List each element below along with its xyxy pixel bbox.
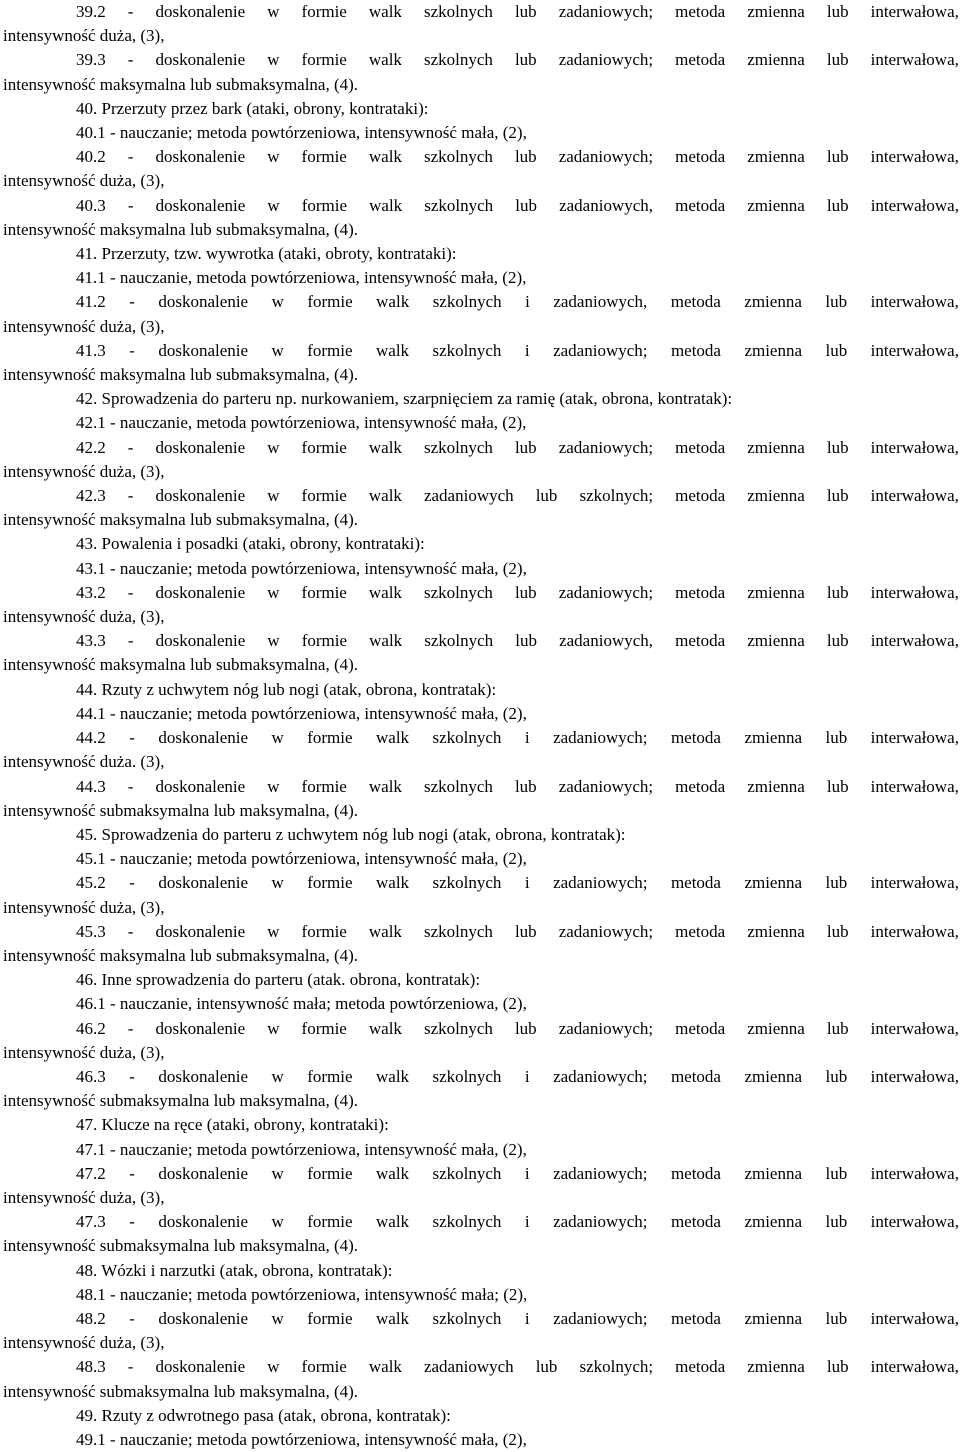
continuation-line: intensywność maksymalna lub submaksymalna, (4). [3,655,359,675]
continuation-line: intensywność duża, (3), [3,171,165,191]
justified-item-line: 44.3 - doskonalenie w formie walk szkolnych lub zadaniowych; metoda zmienna lub interwałowa, [76,776,959,796]
continuation-line: intensywność submaksymalna lub maksymalna, (4). [3,1381,359,1401]
continuation-line: intensywność duża, (3), [3,1187,165,1207]
justified-item-line: 43.3 - doskonalenie w formie walk szkolnych lub zadaniowych, metoda zmienna lub interwałowa, [76,631,959,651]
justified-item-line: 46.3 - doskonalenie w formie walk szkolnych i zadaniowych; metoda zmienna lub interwałowa, [76,1066,959,1086]
section-heading: 49. Rzuty z odwrotnego pasa (atak, obrona, kontratak): [76,1405,451,1425]
justified-item-line: 48.3 - doskonalenie w formie walk zadaniowych lub szkolnych; metoda zmienna lub interwałowa, [76,1357,959,1377]
justified-item-line: 47.3 - doskonalenie w formie walk szkolnych i zadaniowych; metoda zmienna lub interwałowa, [76,1212,959,1232]
continuation-line: intensywność duża, (3), [3,607,165,627]
continuation-line: intensywność duża, (3), [3,461,165,481]
document-body [3,0,959,1452]
continuation-line: intensywność duża, (3), [3,26,165,46]
continuation-line: intensywność submaksymalna lub maksymalna, (4). [3,1091,359,1111]
section-heading: 46. Inne sprowadzenia do parteru (atak. obrona, kontratak): [76,970,481,990]
justified-item-line: 45.2 - doskonalenie w formie walk szkolnych i zadaniowych; metoda zmienna lub interwałowa, [76,873,959,893]
justified-item-line: 39.3 - doskonalenie w formie walk szkolnych lub zadaniowych; metoda zmienna lub interwałowa, [76,50,959,70]
list-item-line: 47.1 - nauczanie; metoda powtórzeniowa, intensywność mała, (2), [76,1139,527,1159]
section-heading: 43. Powalenia i posadki (ataki, obrony, kontrataki): [76,534,425,554]
continuation-line: intensywność submaksymalna lub maksymalna, (4). [3,1236,359,1256]
justified-item-line: 39.2 - doskonalenie w formie walk szkolnych lub zadaniowych; metoda zmienna lub interwałowa, [76,2,959,21]
justified-item-line: 48.2 - doskonalenie w formie walk szkolnych i zadaniowych; metoda zmienna lub interwałowa, [76,1308,959,1328]
section-heading: 42. Sprowadzenia do parteru np. nurkowaniem, szarpnięciem za ramię (atak, obrona, kontratak): [76,389,733,409]
justified-item-line: 46.2 - doskonalenie w formie walk szkolnych lub zadaniowych; metoda zmienna lub interwałowa, [76,1018,959,1038]
continuation-line: intensywność maksymalna lub submaksymalna, (4). [3,510,359,530]
continuation-line: intensywność duża, (3), [3,1042,165,1062]
justified-item-line: 41.3 - doskonalenie w formie walk szkolnych i zadaniowych; metoda zmienna lub interwałowa, [76,340,959,360]
justified-item-line: 43.2 - doskonalenie w formie walk szkolnych lub zadaniowych; metoda zmienna lub interwałowa, [76,582,959,602]
continuation-line: intensywność duża, (3), [3,316,165,336]
list-item-line: 41.1 - nauczanie, metoda powtórzeniowa, intensywność mała, (2), [76,268,527,288]
justified-item-line: 47.2 - doskonalenie w formie walk szkolnych i zadaniowych; metoda zmienna lub interwałowa, [76,1163,959,1183]
continuation-line: intensywność submaksymalna lub maksymalna, (4). [3,800,359,820]
section-heading: 45. Sprowadzenia do parteru z uchwytem nóg lub nogi (atak, obrona, kontratak): [76,824,626,844]
justified-item-line: 42.2 - doskonalenie w formie walk szkolnych lub zadaniowych; metoda zmienna lub interwałowa, [76,437,959,457]
list-item-line: 40.1 - nauczanie; metoda powtórzeniowa, intensywność mała, (2), [76,123,527,143]
section-heading: 41. Przerzuty, tzw. wywrotka (ataki, obroty, kontrataki): [76,244,457,264]
justified-item-line: 41.2 - doskonalenie w formie walk szkolnych i zadaniowych, metoda zmienna lub interwałowa, [76,292,959,312]
list-item-line: 48.1 - nauczanie; metoda powtórzeniowa, intensywność mała; (2), [76,1284,528,1304]
justified-item-line: 42.3 - doskonalenie w formie walk zadaniowych lub szkolnych; metoda zmienna lub interwałowa, [76,486,959,506]
justified-item-line: 45.3 - doskonalenie w formie walk szkolnych lub zadaniowych; metoda zmienna lub interwałowa, [76,921,959,941]
section-heading: 48. Wózki i narzutki (atak, obrona, kontratak): [76,1260,393,1280]
continuation-line: intensywność duża, (3), [3,897,165,917]
list-item-line: 43.1 - nauczanie; metoda powtórzeniowa, intensywność mała, (2), [76,558,527,578]
justified-item-line: 40.3 - doskonalenie w formie walk szkolnych lub zadaniowych, metoda zmienna lub interwałowa, [76,195,959,215]
justified-item-line: 44.2 - doskonalenie w formie walk szkolnych i zadaniowych; metoda zmienna lub interwałowa, [76,728,959,748]
section-heading: 47. Klucze na ręce (ataki, obrony, kontrataki): [76,1115,389,1135]
list-item-line: 42.1 - nauczanie, metoda powtórzeniowa, intensywność mała, (2), [76,413,527,433]
section-heading: 40. Przerzuty przez bark (ataki, obrony, kontrataki): [76,98,429,118]
list-item-line: 45.1 - nauczanie; metoda powtórzeniowa, intensywność mała, (2), [76,849,527,869]
section-heading: 44. Rzuty z uchwytem nóg lub nogi (atak, obrona, kontratak): [76,679,497,699]
continuation-line: intensywność maksymalna lub submaksymalna, (4). [3,219,359,239]
list-item-line: 44.1 - nauczanie; metoda powtórzeniowa, intensywność mała, (2), [76,703,527,723]
continuation-line: intensywność duża, (3), [3,1333,165,1353]
list-item-line: 46.1 - nauczanie, intensywność mała; metoda powtórzeniowa, (2), [76,994,527,1014]
continuation-line: intensywność maksymalna lub submaksymalna, (4). [3,365,359,385]
continuation-line: intensywność maksymalna lub submaksymalna, (4). [3,74,359,94]
justified-item-line: 40.2 - doskonalenie w formie walk szkolnych lub zadaniowych; metoda zmienna lub interwałowa, [76,147,959,167]
list-item-line: 49.1 - nauczanie; metoda powtórzeniowa, intensywność mała, (2), [76,1429,527,1449]
continuation-line: intensywność duża. (3), [3,752,165,772]
continuation-line: intensywność maksymalna lub submaksymalna, (4). [3,945,359,965]
